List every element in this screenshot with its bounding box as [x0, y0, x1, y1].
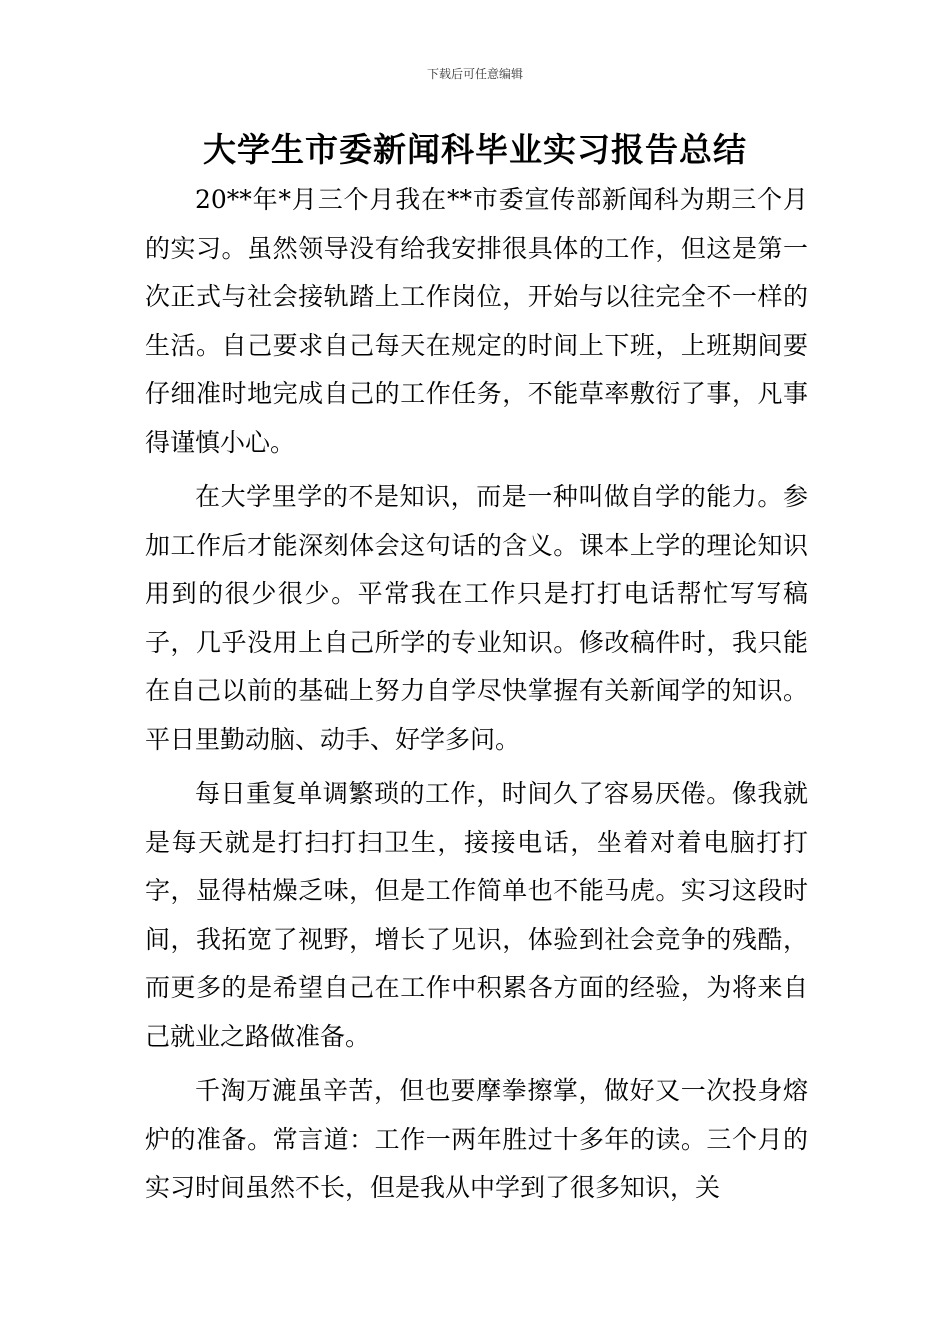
paragraph-4: 千淘万漉虽辛苦，但也要摩拳擦掌，做好又一次投身熔炉的准备。常言道：工作一两年胜过十多年的读。三个月的实习时间虽然不长，但是我从中学到了很多知识，关 [145, 1076, 808, 1202]
paragraph-3: 每日重复单调繁琐的工作，时间久了容易厌倦。像我就是每天就是打扫打扫卫生，接接电话，坐着对着电脑打打字，显得枯燥乏味，但是工作简单也不能马虎。实习这段时间，我拓宽了视野，增长了见识，体验到社会竞争的残酷，而更多的是希望自己在工作中积累各方面的经验，为将来自己就业之路做准备。 [145, 779, 808, 1051]
header-note: 下载后可任意编辑 [426, 67, 523, 81]
paragraph-1: 20**年*月三个月我在**市委宣传部新闻科为期三个月的实习。虽然领导没有给我安排很具体的工作，但这是第一次正式与社会接轨踏上工作岗位，开始与以往完全不一样的生活。自己要求自己每天在规定的时间上下班，上班期间要仔细准时地完成自己的工作任务，不能草率敷衍了事，凡事得谨慎小心。 [145, 185, 808, 457]
document-title: 大学生市委新闻科毕业实习报告总结 [203, 130, 747, 169]
paragraph-2: 在大学里学的不是知识，而是一种叫做自学的能力。参加工作后才能深刻体会这句话的含义。课本上学的理论知识用到的很少很少。平常我在工作只是打打电话帮忙写写稿子，几乎没用上自己所学的专业知识。修改稿件时，我只能在自己以前的基础上努力自学尽快掌握有关新闻学的知识。平日里勤动脑、动手、好学多问。 [145, 482, 808, 754]
document-body [145, 176, 808, 1219]
